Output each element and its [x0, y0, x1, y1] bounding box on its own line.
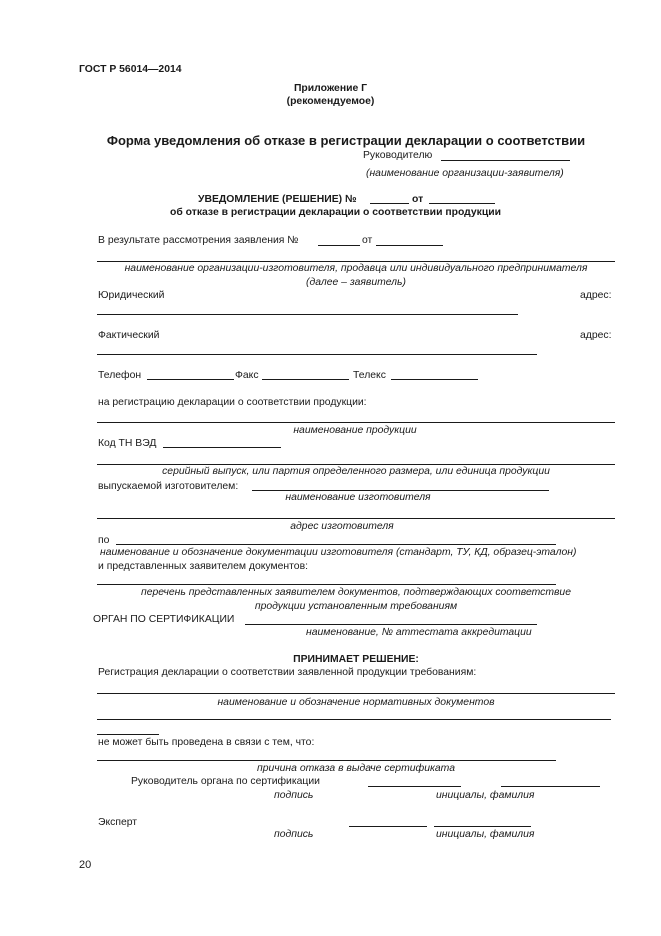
batch-line[interactable]: [97, 464, 615, 465]
notice-number-line[interactable]: [370, 203, 409, 204]
page-number: 20: [79, 859, 92, 871]
certification-body-line[interactable]: [245, 624, 537, 625]
actual-address-suffix: адрес:: [580, 330, 612, 341]
accreditation-caption: наименование, № аттестата аккредитации: [306, 627, 532, 638]
head-signature-line[interactable]: [368, 786, 461, 787]
reason-line[interactable]: [97, 760, 556, 761]
appendix-label: Приложение Г: [293, 83, 368, 94]
decision-statement: Регистрация декларации о соответствии заявленной продукции требованиям:: [98, 667, 477, 678]
actual-address-line[interactable]: [97, 354, 537, 355]
maker-line[interactable]: [252, 490, 549, 491]
page-title: Форма уведомления об отказе в регистрации декларации о соответствии: [106, 133, 586, 148]
application-prefix: В результате рассмотрения заявления №: [98, 235, 299, 246]
phone-label: Телефон: [98, 370, 142, 381]
normative-line-3[interactable]: [97, 734, 159, 735]
fax-label: Факс: [235, 370, 259, 381]
legal-address-label: Юридический: [98, 290, 165, 301]
reason-caption: причина отказа в выдаче сертификата: [257, 763, 455, 774]
code-line[interactable]: [163, 447, 281, 448]
maker-caption: наименование изготовителя: [285, 492, 431, 503]
expert-initials-caption: инициалы, фамилия: [436, 829, 535, 840]
fax-line[interactable]: [262, 379, 349, 380]
cannot-be-done-label: не может быть проведена в связи с тем, что:: [98, 737, 315, 748]
expert-signature-caption: подпись: [274, 829, 314, 840]
legal-address-suffix: адрес:: [580, 290, 612, 301]
batch-caption: серийный выпуск, или партия определенного размера, или единица продукции: [162, 466, 550, 477]
docs-list-caption-1: перечень представленных заявителем документов, подтверждающих соответствие: [141, 587, 571, 598]
manufacturer-line[interactable]: [97, 261, 615, 262]
notice-from: от: [412, 194, 424, 205]
notice-date-line[interactable]: [429, 203, 495, 204]
standard-designation: ГОСТ Р 56014—2014: [79, 64, 182, 75]
recipient-line[interactable]: [441, 160, 570, 161]
normative-line-2[interactable]: [97, 719, 611, 720]
submitted-docs-label: и представленных заявителем документов:: [98, 561, 308, 572]
applicant-caption: (далее – заявитель): [306, 277, 406, 288]
expert-initials-line[interactable]: [434, 826, 531, 827]
manufacturer-caption: наименование организации-изготовителя, продавца или индивидуального предпринимателя: [124, 263, 588, 274]
code-label: Код ТН ВЭД: [98, 438, 157, 449]
normative-caption: наименование и обозначение нормативных документов: [217, 697, 495, 708]
normative-line[interactable]: [97, 693, 615, 694]
recipient-caption: (наименование организации-заявителя): [366, 168, 564, 179]
registration-text: на регистрацию декларации о соответствии продукции:: [98, 397, 367, 408]
actual-address-label: Фактический: [98, 330, 160, 341]
appendix-status: (рекомендуемое): [286, 96, 375, 107]
telex-label: Телекс: [353, 370, 386, 381]
head-initials-caption: инициалы, фамилия: [436, 790, 535, 801]
expert-signature-line[interactable]: [349, 826, 427, 827]
telex-line[interactable]: [391, 379, 478, 380]
phone-line[interactable]: [147, 379, 234, 380]
produced-by-label: выпускаемой изготовителем:: [98, 481, 239, 492]
maker-address-caption: адрес изготовителя: [290, 521, 394, 532]
head-signatory-label: Руководитель органа по сертификации: [131, 776, 320, 787]
notice-subheading: об отказе в регистрации декларации о соответствии продукции: [170, 207, 502, 218]
maker-address-line[interactable]: [97, 518, 615, 519]
by-label: по: [98, 535, 110, 546]
recipient-label: Руководителю: [363, 150, 433, 161]
documentation-line[interactable]: [116, 544, 556, 545]
certification-body-label: ОРГАН ПО СЕРТИФИКАЦИИ: [93, 614, 235, 625]
head-signature-caption: подпись: [274, 790, 314, 801]
expert-label: Эксперт: [98, 817, 138, 828]
submitted-docs-line[interactable]: [97, 584, 556, 585]
docs-list-caption-2: продукции установленным требованиям: [254, 601, 458, 612]
product-caption: наименование продукции: [293, 425, 417, 436]
documentation-caption: наименование и обозначение документации изготовителя (стандарт, ТУ, КД, образец-эталон): [100, 547, 577, 558]
decision-heading: ПРИНИМАЕТ РЕШЕНИЕ:: [293, 654, 419, 665]
product-line[interactable]: [97, 422, 615, 423]
application-number-line[interactable]: [318, 245, 360, 246]
notice-heading: УВЕДОМЛЕНИЕ (РЕШЕНИЕ) №: [198, 194, 357, 205]
head-initials-line[interactable]: [501, 786, 600, 787]
legal-address-line[interactable]: [97, 314, 518, 315]
application-date-line[interactable]: [376, 245, 443, 246]
application-from: от: [362, 235, 373, 246]
